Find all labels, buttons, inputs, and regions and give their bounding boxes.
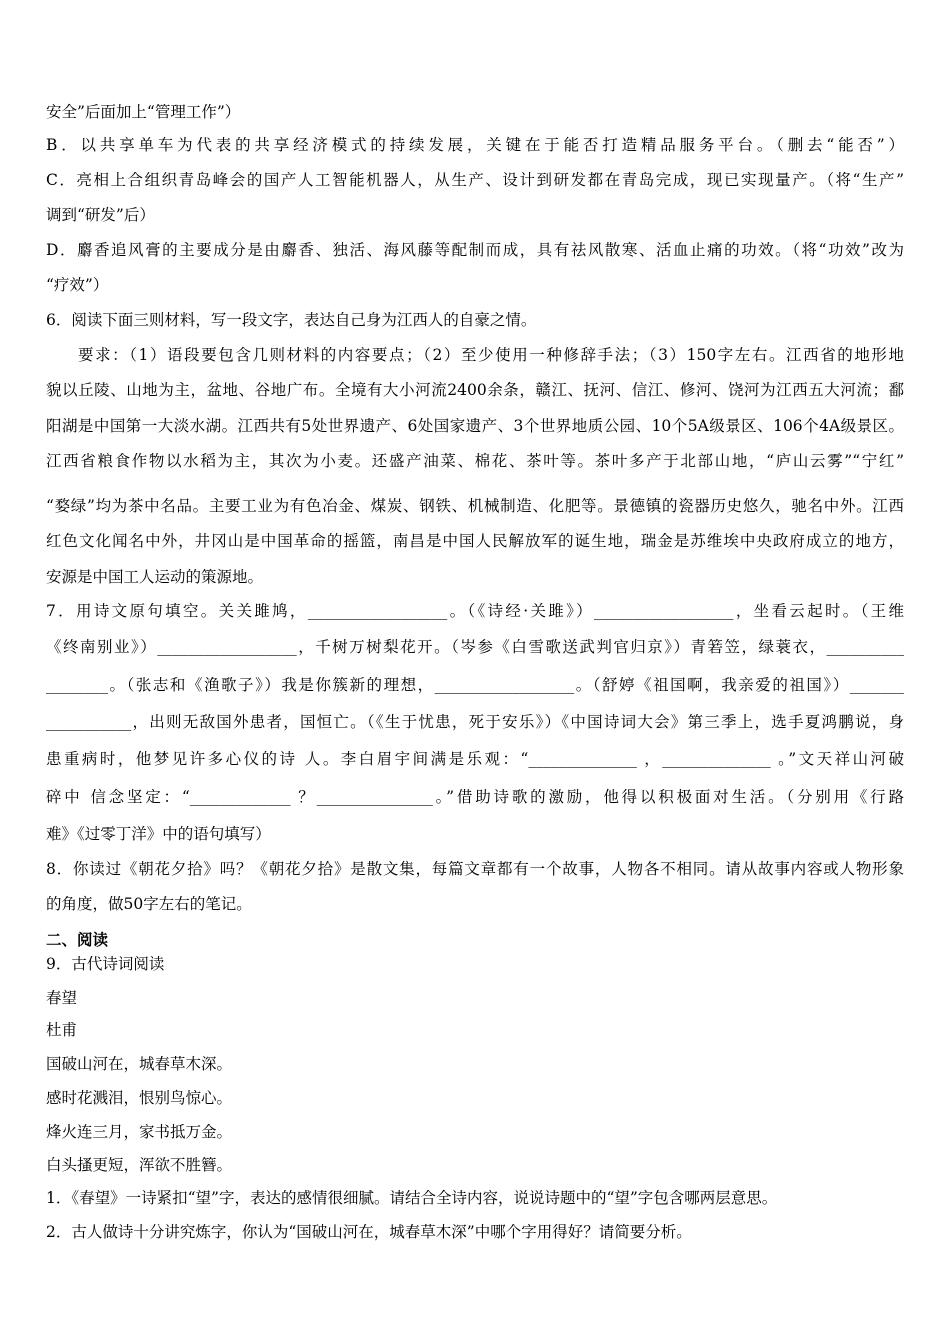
text-line: 难》《过零丁洋》中的语句填写） <box>46 825 271 843</box>
text-line: 江西省粮食作物以水稻为主，其次为小麦。还盛产油菜、棉花、茶叶等。茶叶多产于北部山地，“庐山云雾”“宁红” <box>46 452 904 470</box>
text-line: 调到“研发”后） <box>46 206 155 224</box>
question-8: 8．你读过《朝花夕拾》吗？《朝花夕拾》是散文集，每篇文章都有一个故事，人物各不相同。请从故事内容或人物形象 <box>46 860 904 878</box>
poem-title: 春望 <box>46 989 78 1007</box>
option-d: D．麝香追风膏的主要成分是由麝香、独活、海风藤等配制而成，具有祛风散寒、活血止痛的功效。（将“功效”改为 <box>46 241 904 259</box>
poem-line: 国破山河在，城春草木深。 <box>46 1055 233 1073</box>
text-line: 的角度，做50字左右的笔记。 <box>46 895 252 913</box>
poem-line: 白头搔更短，浑欲不胜簪。 <box>46 1156 233 1174</box>
question-6-requirements: 要求：（1）语段要包含几则材料的内容要点；（2）至少使用一种修辞手法；（3）150字左右。江西省的地形地 <box>78 346 904 364</box>
text-line: 貌以丘陵、山地为主，盆地、谷地广布。全境有大小河流2400余条，赣江、抚河、信江、修河、饶河为江西五大河流；鄱 <box>46 381 904 399</box>
question-6: 6．阅读下面三则材料，写一段文字，表达自己身为江西人的自豪之情。 <box>46 311 537 329</box>
question-9: 9．古代诗词阅读 <box>46 955 165 973</box>
text-line: ___________，出则无敌国外患者，国恒亡。（《生于忧患，死于安乐》）《中国诗词大会》第三季上，选手夏鸿鹏说，身 <box>46 713 904 731</box>
text-line: 安源是中国工人运动的策源地。 <box>46 568 264 586</box>
text-line: ________。（张志和《渔歌子》）我是你簇新的理想，__________________。（舒婷《祖国啊，我亲爱的祖国》）_______ <box>46 676 904 694</box>
text-line: 碎中 信念坚定：“_____________ ？_______________。”借助诗歌的激励，他得以积极面对生活。（分别用《行路 <box>46 788 904 806</box>
question-7: 7．用诗文原句填空。关关雎鸠，__________________。（《诗经·关雎》）__________________，坐看云起时。（王维 <box>46 602 904 620</box>
text-line: 患重病时，他梦见许多心仪的诗 人。李白眉宇间满是乐观：“______________ ，______________ 。”文天祥山河破 <box>46 750 904 768</box>
text-line: 红色文化闻名中外，井冈山是中国革命的摇篮，南昌是中国人民解放军的诞生地，瑞金是苏维埃中央政府成立的地方， <box>46 532 904 550</box>
subquestion-2: 2．古人做诗十分讲究炼字，你认为“国破山河在，城春草木深”中哪个字用得好？请简要分析。 <box>46 1223 692 1241</box>
section-heading: 二、阅读 <box>46 930 109 949</box>
poem-line: 感时花溅泪，恨别鸟惊心。 <box>46 1089 233 1107</box>
subquestion-1: 1．《春望》一诗紧扣“望”字，表达的感情很细腻。请结合全诗内容，说说诗题中的“望”字包含哪两层意思。 <box>46 1189 778 1207</box>
option-c: C．亮相上合组织青岛峰会的国产人工智能机器人，从生产、设计到研发都在青岛完成，现已实现量产。（将“生产” <box>46 171 904 189</box>
text-line: 阳湖是中国第一大淡水湖。江西共有5处世界遗产、6处国家遗产、3个世界地质公园、10个5A级景区、106个4A级景区。 <box>46 417 904 435</box>
poem-line: 烽火连三月，家书抵万金。 <box>46 1123 233 1141</box>
option-b: B．以共享单车为代表的共享经济模式的持续发展，关键在于能否打造精品服务平台。（删去“能否”） <box>46 136 904 154</box>
text-line: “婺绿”均为茶中名品。主要工业为有色冶金、煤炭、钢铁、机械制造、化肥等。景德镇的瓷器历史悠久，驰名中外。江西 <box>46 497 904 515</box>
text-line: 《终南别业》）__________________，千树万树梨花开。（岑参《白雪歌送武判官归京》）青箬笠，绿蓑衣，__________ <box>46 638 904 656</box>
poem-author: 杜甫 <box>46 1021 78 1039</box>
text-line: 安全”后面加上“管理工作”） <box>46 103 241 121</box>
text-line: “疗效”） <box>46 276 109 294</box>
